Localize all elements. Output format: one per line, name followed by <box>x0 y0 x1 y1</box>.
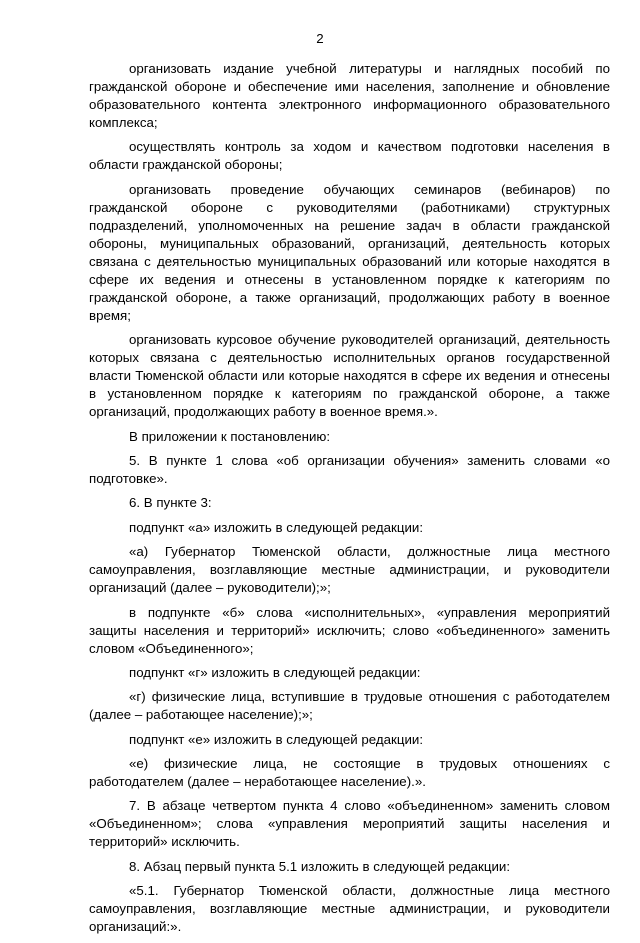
paragraph-9: «а) Губернатор Тюменской области, должностные лица местного самоуправления, возглавляющие местные администрации, и руководители организаций (далее – руководители);»; <box>89 544 610 596</box>
paragraph-10: в подпункте «б» слова «исполнительных», «управления мероприятий защиты населения и территорий» исключить; слово «объединенного» заменить словом «Объединенного»; <box>89 604 610 656</box>
paragraph-3: организовать проведение обучающих семинаров (вебинаров) по гражданской обороне с руководителями (работниками) структурных подразделений, уполномоченных на решение задач в области гражданской обороны, муниципальных образований, организаций, деятельность которых связана с деятельностью муниципальных образований или которые находятся в сфере их ведения и отнесены в установленном порядке к категориям по гражданской обороне, а также организаций, продолжающих работу в военное время; <box>89 181 610 323</box>
paragraph-5: В приложении к постановлению: <box>129 428 331 444</box>
paragraph-6: 5. В пункте 1 слова «об организации обучения» заменить словами «о подготовке». <box>89 452 610 486</box>
paragraph-15: 7. В абзаце четвертом пункта 4 слово «объединенном» заменить словом «Объединенном»; слова «управления мероприятий защиты населения и территорий» исключить. <box>89 798 610 850</box>
paragraph-11: подпункт «г» изложить в следующей редакции: <box>129 664 421 680</box>
paragraph-2: осуществлять контроль за ходом и качеством подготовки населения в области гражданской обороны; <box>89 139 610 173</box>
paragraph-1: организовать издание учебной литературы и наглядных пособий по гражданской обороне и обеспечение ими населения, заполнение и обновление образовательного контента электронного информационного образовательного комплекса; <box>89 61 610 130</box>
paragraph-4: организовать курсовое обучение руководителей организаций, деятельность которых связана с деятельностью исполнительных органов государственной власти Тюменской области или которые находятся в сфере их ведения и отнесены в установленном порядке к категориям по гражданской обороне, а также организаций, продолжающих работу в военное время.». <box>89 332 610 420</box>
paragraph-14: «е) физические лица, не состоящие в трудовых отношениях с работодателем (далее – неработающее население).». <box>89 756 610 790</box>
paragraph-12: «г) физические лица, вступившие в трудовые отношения с работодателем (далее – работающее население);»; <box>89 689 610 723</box>
paragraph-17: «5.1. Губернатор Тюменской области, должностные лица местного самоуправления, возглавляющие местные администрации, и руководители организаций:». <box>89 883 610 935</box>
paragraph-16: 8. Абзац первый пункта 5.1 изложить в следующей редакции: <box>129 858 511 874</box>
paragraph-13: подпункт «е» изложить в следующей редакции: <box>129 731 424 747</box>
document-body <box>89 60 610 943</box>
page-number: 2 <box>316 31 324 46</box>
paragraph-8: подпункт «а» изложить в следующей редакции: <box>129 519 424 535</box>
paragraph-7: 6. В пункте 3: <box>129 495 212 511</box>
